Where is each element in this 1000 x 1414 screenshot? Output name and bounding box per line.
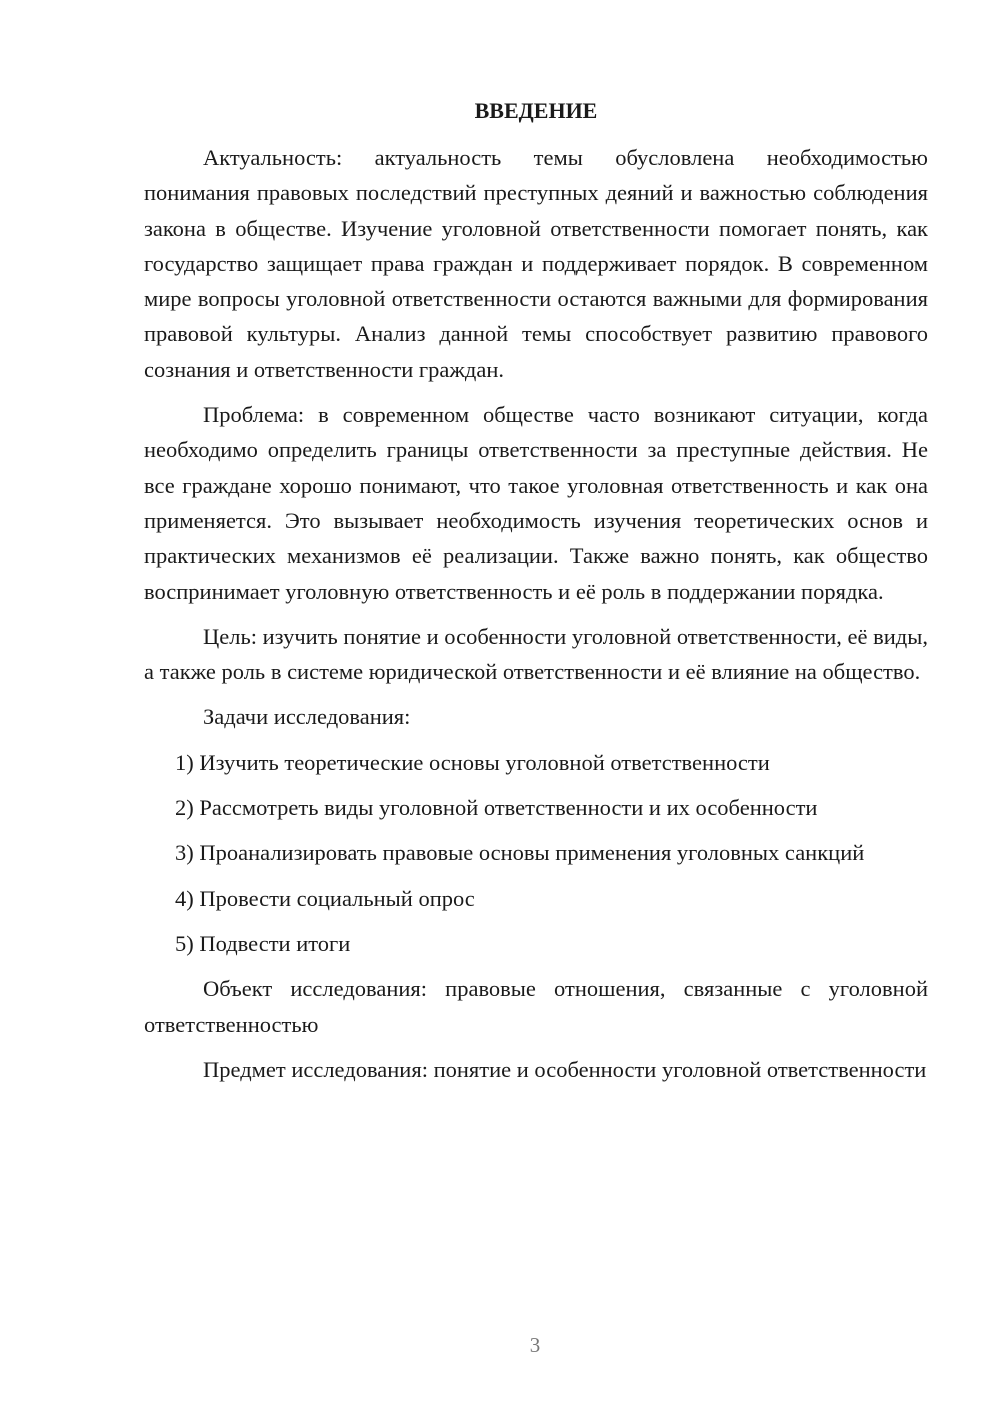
goal-paragraph: Цель: изучить понятие и особенности уголовной ответственности, её виды, а также роль в системе юридической ответственности и её влияние на общество. (144, 623, 928, 685)
object-paragraph: Объект исследования: правовые отношения, связанные с уголовной ответственностью (144, 976, 928, 1037)
task-item-3: 3) Проанализировать правовые основы применения уголовных санкций (175, 840, 865, 866)
task-item-1: 1) Изучить теоретические основы уголовной ответственности (175, 749, 770, 775)
task-item-2: 2) Рассмотреть виды уголовной ответственности и их особенности (175, 795, 818, 821)
task-item-4: 4) Провести социальный опрос (175, 885, 475, 911)
relevance-paragraph: Актуальность: актуальность темы обусловлена необходимостью понимания правовых последствий преступных деяний и важностью соблюдения закона в обществе. Изучение уголовной ответственности помогает понять, как государство защищает права граждан и поддерживает порядок. В современном мире вопросы уголовной ответственности остаются важными для формирования правовой культуры. Анализ данной темы способствует развитию правового сознания и ответственности граждан. (144, 145, 928, 382)
page-number: 3 (529, 1333, 541, 1357)
tasks-heading: Задачи исследования: (203, 704, 411, 730)
document-page (144, 96, 928, 1097)
task-item-5: 5) Подвести итоги (175, 930, 351, 956)
subject-paragraph: Предмет исследования: понятие и особенности уголовной ответственности (203, 1056, 927, 1082)
problem-paragraph: Проблема: в современном обществе часто возникают ситуации, когда необходимо определить границы ответственности за преступные действия. Не все граждане хорошо понимают, что такое уголовная ответственность и как она применяется. Это вызывает необходимость изучения теоретических основ и практических механизмов её реализации. Также важно понять, как общество воспринимает уголовную ответственность и её роль в поддержании порядка. (144, 402, 928, 604)
page-title: ВВЕДЕНИЕ (474, 98, 598, 123)
